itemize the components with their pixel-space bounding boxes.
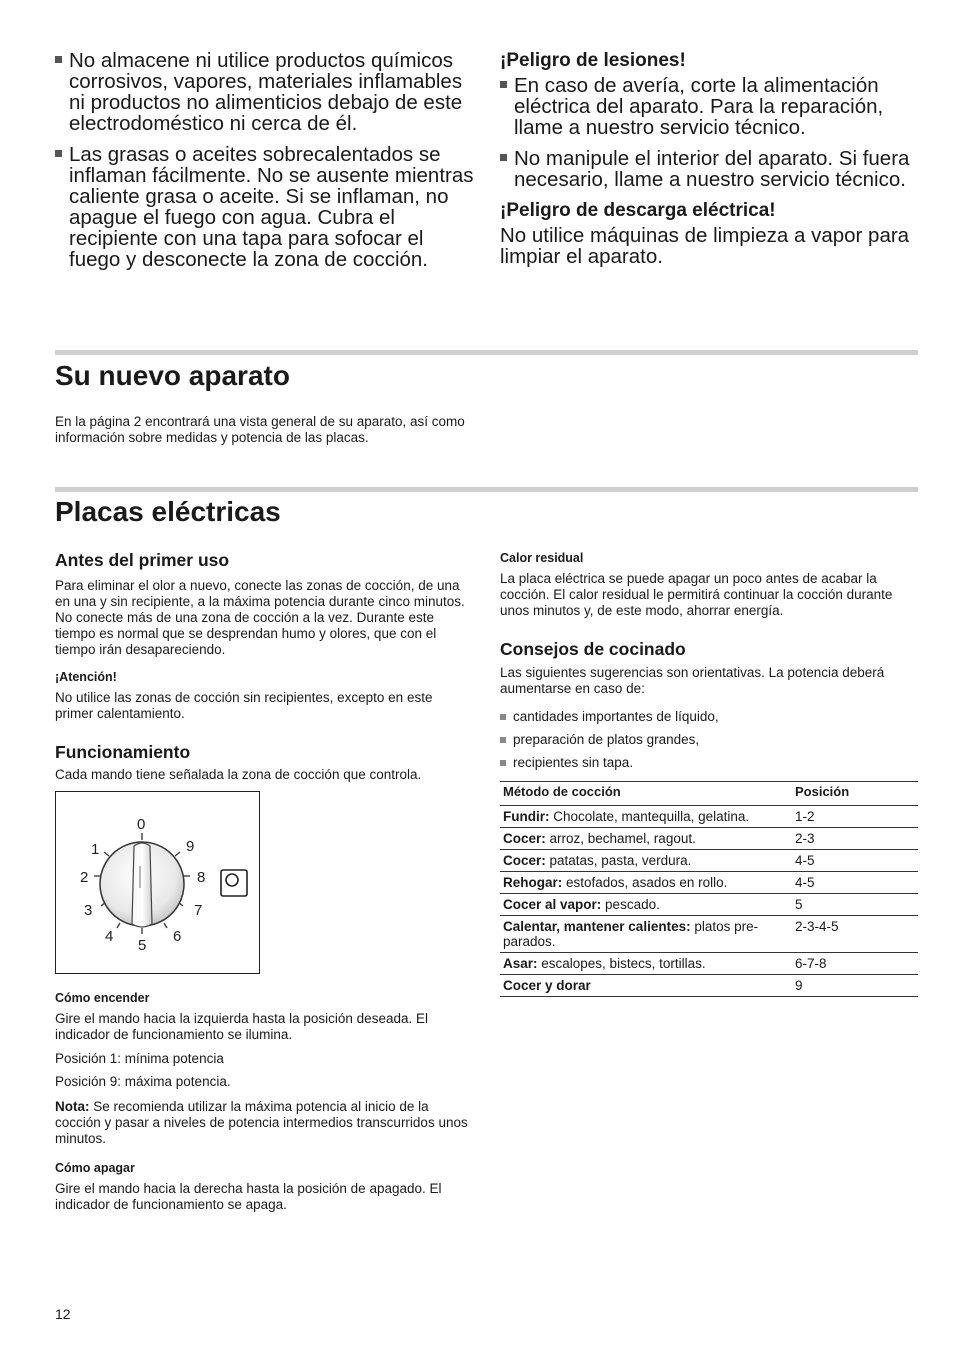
knob-number: 3 [84,902,93,919]
table-row: Cocer: patatas, pasta, verdura. 4-5 [500,850,918,872]
table-row: Fundir: Chocolate, mantequilla, gelatina. 1-2 [500,806,918,828]
table-header-row [500,782,918,806]
section-text: En la página 2 encontrará una vista general de su aparato, así como información sobre medidas y potencia de las placas. [55,414,465,445]
cooking-table-wrap [500,781,918,997]
warning-item: Las grasas o aceites sobrecalentados se inflaman fácilmente. No se ausente mientras caliente grasa o aceite. Si se inflaman, no apague el fuego con agua. Cubra el recipiente con una tapa para sofocar el fuego y desconecte la zona de cocción. [55,144,475,270]
knob-number: 8 [197,869,206,886]
knob-number: 0 [137,816,146,833]
knob-number: 6 [173,928,182,945]
operation-text: Cada mando tiene señalada la zona de cocción que controla. [55,767,422,782]
knob-number: 4 [105,928,114,945]
shock-text: No utilice máquinas de limpieza a vapor para limpiar el aparato. [500,224,910,268]
warning-item: No manipule el interior del aparato. Si fuera necesario, llame a nuestro servicio técnico. [500,148,915,190]
first-use-heading: Antes del primer uso [55,550,230,570]
section-divider [55,350,918,355]
attention-text: No utilice las zonas de cocción sin recipientes, excepto en este primer calentamiento. [55,690,433,721]
table-row: Cocer y dorar 9 [500,975,918,997]
plates-right-column [500,551,918,778]
bullet-square-icon [55,150,62,157]
knob-number: 5 [138,937,147,954]
page-number: 12 [55,1306,71,1322]
section-divider [55,487,918,492]
knob-diagram [55,791,260,974]
tips-text: Las siguientes sugerencias son orientativas. La potencia deberá aumentarse en caso de: [500,665,885,696]
tips-list [500,709,918,771]
knob-number: 1 [91,841,100,858]
list-item: preparación de platos grandes, [500,732,918,748]
residual-text: La placa eléctrica se puede apagar un poco antes de acabar la cocción. El calor residual le permitirá continuar la cocción durante unos minutos y, de este modo, ahorrar energía. [500,571,893,618]
plates-title-wrap [55,496,281,528]
table-row: Cocer al vapor: pescado. 5 [500,894,918,916]
how-on-heading: Cómo encender [55,991,150,1005]
section-title: Placas eléctricas [55,496,281,527]
shock-heading: ¡Peligro de descarga eléctrica! [500,200,776,221]
attention-heading: ¡Atención! [55,670,117,684]
list-item: recipientes sin tapa. [500,755,918,771]
table-row: Asar: escalopes, bistecs, tortillas. 6-7-8 [500,953,918,975]
cooking-table [500,781,918,997]
bullet-square-icon [500,760,506,766]
first-use-text: Para eliminar el olor a nuevo, conecte las zonas de cocción, de una en una y sin recipiente, a la máxima potencia durante cinco minutos. No conecte más de una zona de cocción a la vez. Durante este tiempo es normal que se desprendan humo y olores, que con el tiempo irán desapareciendo. [55,578,465,657]
warning-item: En caso de avería, corte la alimentación eléctrica del aparato. Para la reparación, llame a nuestro servicio técnico. [500,75,915,138]
left-warnings [55,50,475,280]
section-title: Su nuevo aparato [55,360,290,391]
how-off-heading: Cómo apagar [55,1161,135,1175]
column-header-method: Método de cocción [500,782,792,806]
how-off-text: Gire el mando hacia la derecha hasta la posición de apagado. El indicador de funcionamiento se apaga. [55,1181,442,1212]
bullet-square-icon [500,714,506,720]
knob-number: 2 [80,869,89,886]
plates-left-column [55,550,473,791]
table-row: Cocer: arroz, bechamel, ragout. 2-3 [500,828,918,850]
note-text: Nota: Se recomienda utilizar la máxima potencia al inicio de la cocción y pasar a niveles de potencia intermedios transcurridos unos minutos. [55,1099,468,1146]
right-warnings [500,50,915,267]
knob-number: 9 [186,838,195,855]
injury-heading: ¡Peligro de lesiones! [500,50,686,71]
list-item: cantidades importantes de líquido, [500,709,918,725]
warning-item: No almacene ni utilice productos químicos corrosivos, vapores, materiales inflamables ni productos no alimenticios debajo de este electrodoméstico ni cerca de él. [55,50,475,134]
table-row: Rehogar: estofados, asados en rollo. 4-5 [500,872,918,894]
operation-instructions [55,991,473,1221]
knob-number: 7 [194,902,203,919]
bullet-square-icon [55,56,62,63]
control-knob-icon [56,792,259,973]
operation-heading: Funcionamiento [55,742,191,762]
tips-heading: Consejos de cocinado [500,639,686,659]
column-header-position: Posición [792,782,918,806]
position-1-text: Posición 1: mínima potencia [55,1051,224,1066]
bullet-square-icon [500,154,507,161]
residual-heading: Calor residual [500,551,584,565]
bullet-square-icon [500,81,507,88]
table-row: Calentar, mantener calientes: platos pre-parados. 2-3-4-5 [500,916,918,953]
new-appliance-section [55,360,475,454]
bullet-square-icon [500,737,506,743]
how-on-text: Gire el mando hacia la izquierda hasta la posición deseada. El indicador de funcionamiento se ilumina. [55,1011,428,1042]
position-9-text: Posición 9: máxima potencia. [55,1074,231,1089]
